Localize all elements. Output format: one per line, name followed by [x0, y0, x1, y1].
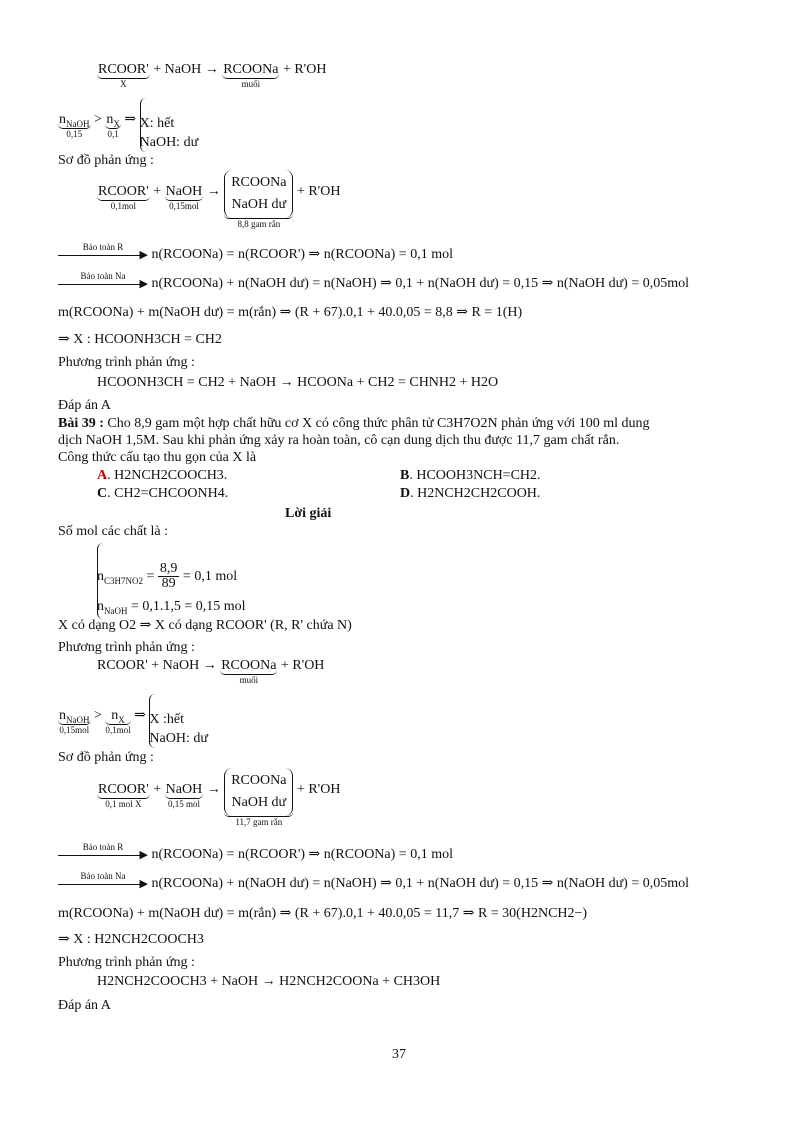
eq1-line-2: RCOOR' + NaOH → RCOONa muối + R'OH [97, 658, 325, 685]
ester-underbrace: RCOOR' X [98, 62, 149, 89]
problem-line-2: dịch NaOH 1,5M. Sau khi phản ứng xảy ra hoàn toàn, cô cạn dung dịch thu được 11,7 gam chất rắn. [58, 433, 620, 448]
option-c: C. CH2=CHCOONH4. [97, 486, 229, 501]
eq1-line: RCOOR' X + NaOH → RCOONa muối + R'OH [98, 62, 327, 89]
condition-brace: X: hết NaOH: dư [140, 98, 199, 152]
pt-2: H2NCH2COOCH3 + NaOH → H2NCH2COONa + CH3OH [97, 974, 441, 989]
pt-1: HCOONH3CH = CH2 + NaOH → HCOONa + CH2 = CHNH2 + H2O [97, 375, 499, 390]
bt-r-1: Bảo toàn R ▶ n(RCOONa) = n(RCOOR') ⇒ n(RCOONa) = 0,1 mol [58, 247, 453, 263]
scheme-2: RCOOR' 0,1 mol X + NaOH 0,15 mol → RCOONa NaOH dư 11,7 gam rắn + R'OH [97, 768, 340, 828]
pt-label-2: Phương trình phản ứng : [58, 640, 195, 655]
n-naoh: $n_{NaOH}$ 0,15 [59, 112, 90, 139]
fraction: $\frac{8,9}{89}$ [159, 561, 178, 592]
mol-label: Số mol các chất là : [58, 524, 169, 539]
x-result-1: ⇒ X : HCOONH3CH = CH2 [58, 332, 222, 347]
form-line: X có dạng O2 ⇒ X có dạng RCOOR' (R, R' chứa N) [58, 618, 352, 633]
scheme-label: Sơ đồ phản ứng : [58, 153, 154, 168]
scheme-1: RCOOR' 0,1mol + NaOH 0,15mol → RCOONa NaOH dư 8,8 gam rắn + R'OH [97, 170, 340, 230]
mol-comparison-2: $n_{NaOH}$ 0,15mol > $n_X$ 0,1mol ⇒ X :hết NaOH: dư [58, 694, 208, 748]
scheme-label-2: Sơ đồ phản ứng : [58, 750, 154, 765]
mass-2: m(RCOONa) + m(NaOH dư) = m(rắn) ⇒ (R + 67).0,1 + 40.0,05 = 11,7 ⇒ R = 30(H2NCH2−) [58, 906, 588, 921]
n-x: $n_X$ 0,1 [106, 112, 120, 139]
option-d: D. H2NCH2CH2COOH. [400, 486, 541, 501]
mass-1: m(RCOONa) + m(NaOH dư) = m(rắn) ⇒ (R + 67).0,1 + 40.0,05 = 8,8 ⇒ R = 1(H) [58, 305, 523, 320]
salt-underbrace: RCOONa muối [223, 62, 279, 89]
bt-na-2: Bảo toàn Na ▶ n(RCOONa) + n(NaOH dư) = n(NaOH) ⇒ 0,1 + n(NaOH dư) = 0,15 ⇒ n(NaOH dư) = 0,05mol [58, 876, 689, 892]
answer-1: Đáp án A [58, 398, 111, 413]
answer-2: Đáp án A [58, 998, 111, 1013]
problem-line-3: Công thức cấu tạo thu gọn của X là [58, 450, 257, 465]
bt-r-2: Bảo toàn R ▶ n(RCOONa) = n(RCOOR') ⇒ n(RCOONa) = 0,1 mol [58, 847, 453, 863]
x-result-2: ⇒ X : H2NCH2COOCH3 [58, 932, 204, 947]
solution-title: Lời giải [285, 506, 332, 521]
pt-label-3: Phương trình phản ứng : [58, 955, 195, 970]
mol-system: $n_{C3H7NO2}$ = $\frac{8,9}{89}$ = 0,1 mol $n_{NaOH} = 0,1.1,5 = 0,15$ mol [97, 543, 246, 619]
option-a: A. H2NCH2COOCH3. [97, 468, 228, 483]
bt-na-1: Bảo toàn Na ▶ n(RCOONa) + n(NaOH dư) = n(NaOH) ⇒ 0,1 + n(NaOH dư) = 0,15 ⇒ n(NaOH dư) = 0,05mol [58, 276, 689, 292]
page-number: 37 [392, 1047, 406, 1062]
option-b: B. HCOOH3NCH=CH2. [400, 468, 541, 483]
mol-comparison: $n_{NaOH}$ 0,15 > $n_X$ 0,1 ⇒ X: hết NaOH: dư [58, 98, 198, 152]
problem-line-1: Bài 39 : Cho 8,9 gam một hợp chất hữu cơ X có công thức phân tử C3H7O2N phản ứng với 100 ml dung [58, 416, 650, 431]
pt-label-1: Phương trình phản ứng : [58, 355, 195, 370]
solid-brace: RCOONa NaOH dư 8,8 gam rắn [224, 170, 293, 230]
